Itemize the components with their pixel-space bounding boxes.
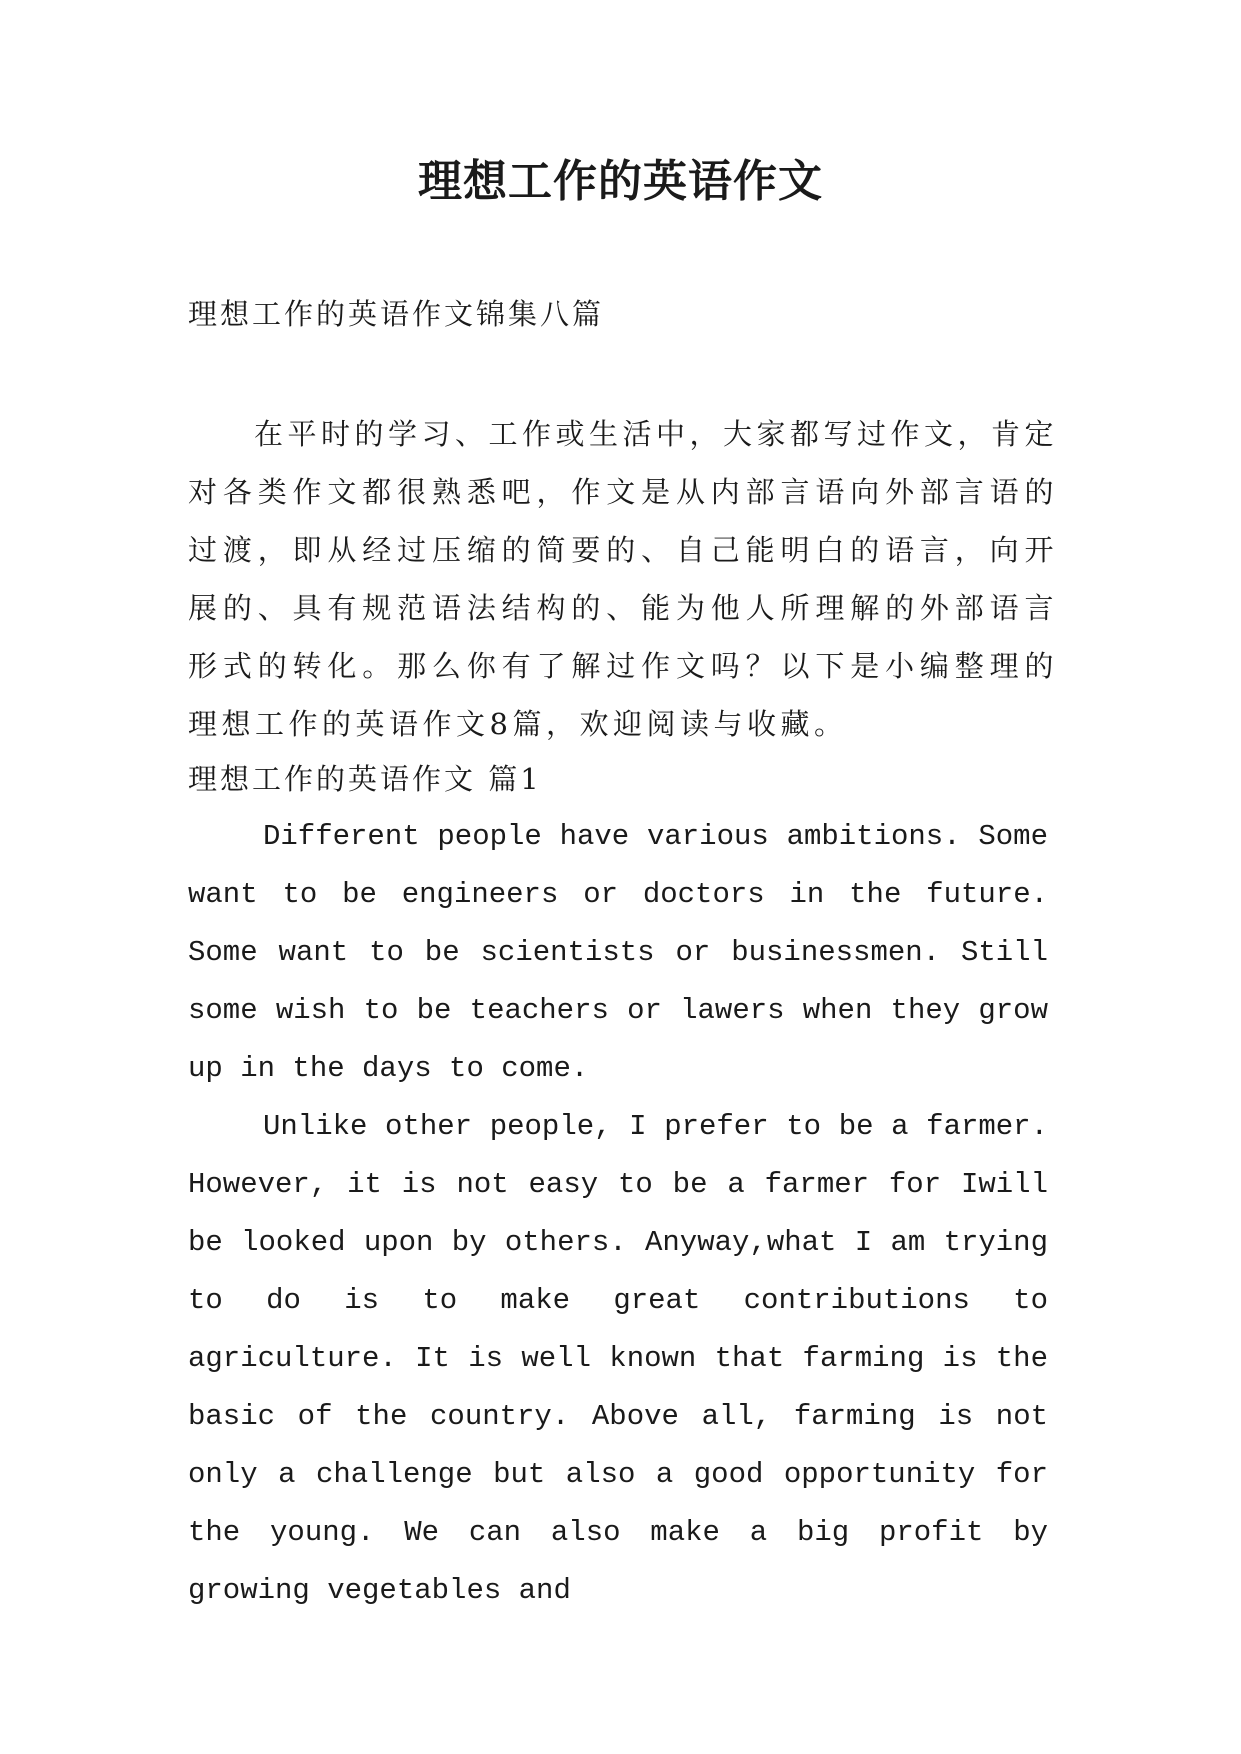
section-heading: 理想工作的英语作文 篇1 [188,762,542,796]
essay-paragraph: Different people have various ambitions. Some want to be engineers or doctors in the future. Some want to be scientists or businessmen. Still some wish to be teachers or lawers when they grow up in the days to come. [188,820,1048,1085]
intro-paragraph: 在平时的学习、工作或生活中，大家都写过作文，肯定对各类作文都很熟悉吧，作文是从内部言语向外部言语的过渡，即从经过压缩的简要的、自己能明白的语言，向开展的、具有规范语法结构的、能为他人所理解的外部语言形式的转化。那么你有了解过作文吗？以下是小编整理的理想工作的英语作文8篇，欢迎阅读与收藏。 [188,417,1059,741]
document-subtitle: 理想工作的英语作文锦集八篇 [188,297,605,331]
document-title: 理想工作的英语作文 [418,156,823,207]
essay-paragraph: Unlike other people, I prefer to be a farmer. However, it is not easy to be a farmer for Iwill be looked upon by others. Anyway,what I am trying to do is to make great contributions to agriculture. It is well known that farming is the basic of the country. Above all, farming is not only a challenge but also a good opportunity for the young. We can also make a big profit by growing vegetables and [188,1110,1048,1607]
